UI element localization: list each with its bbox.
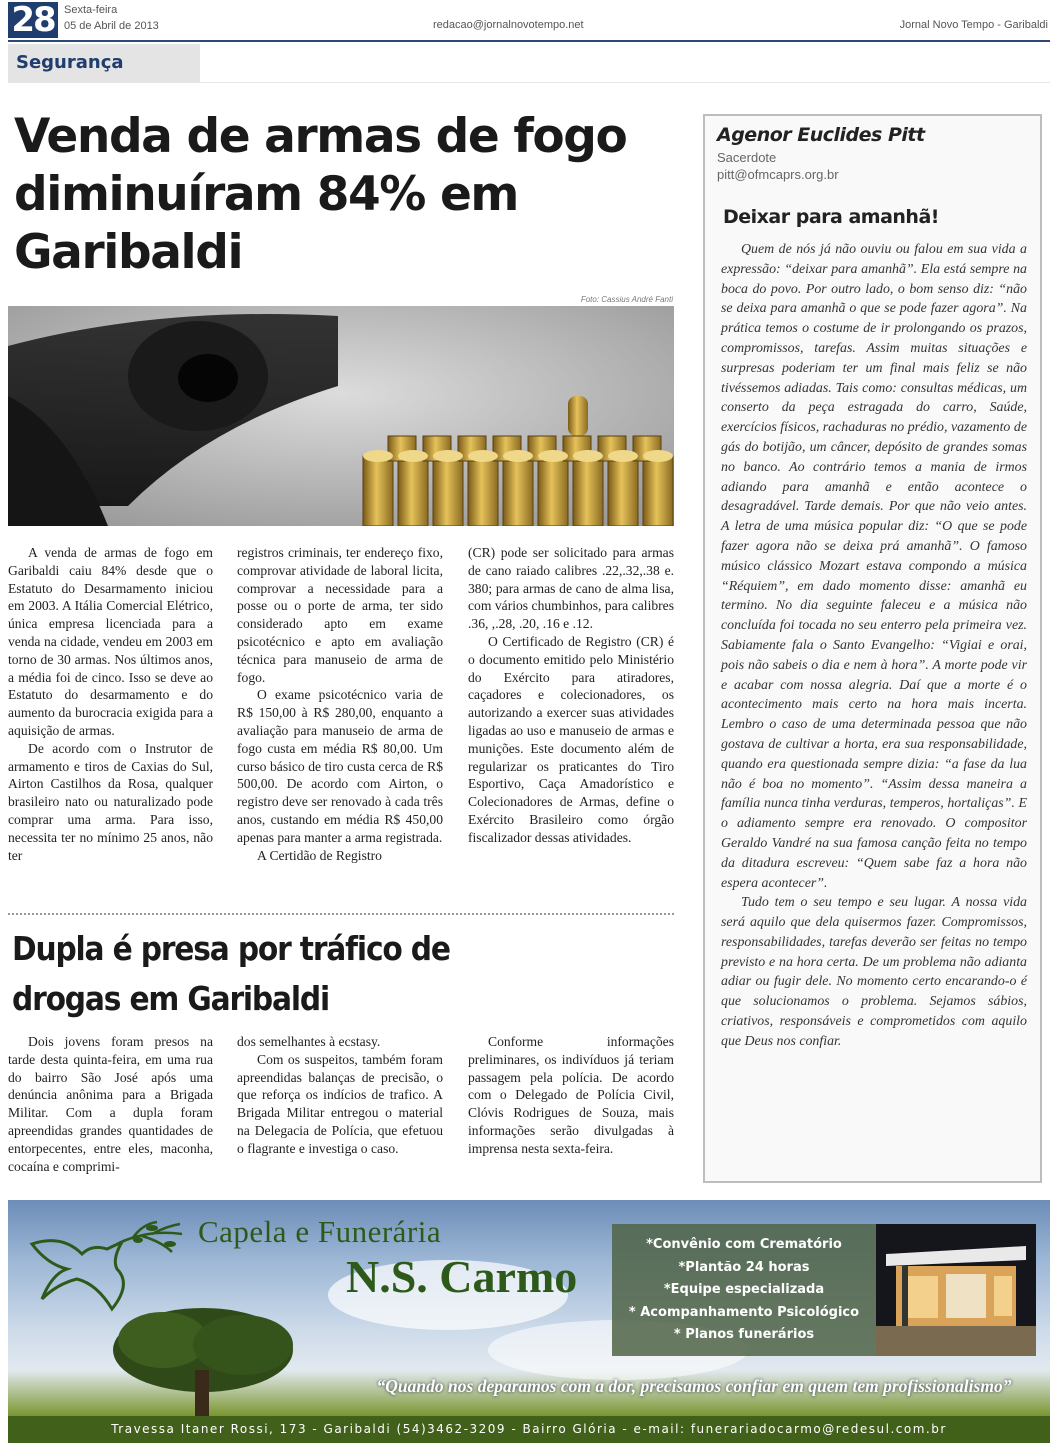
funeral-home-ad[interactable] [8, 1200, 1050, 1443]
column-body [721, 240, 1027, 1052]
paragraph: De acordo com o Instrutor de armamento e tiros de Caxias do Sul, Airton Castilhos da Rosa, qualquer brasileiro nato ou naturalizado pode comprar uma arma. Para isso, necessita ter no mínimo 25 anos, não ter [8, 740, 213, 863]
ad-slogan: “Quando nos deparamos com a dor, precisamos confiar em quem tem profissionalismo” [376, 1376, 1012, 1396]
paragraph: registros criminais, ter endereço fixo, comprovar atividade de laboral licita, comprovar a necessidade para a posse ou o porte de arma, ter sido considerado apto em exame psicotécnico e apto em avaliação técnica para manuseio de arma de fogo. [237, 545, 443, 685]
dotted-divider [8, 913, 674, 915]
building-illustration [876, 1224, 1036, 1356]
photo-credit: Foto: Cassius André Fanti [580, 295, 673, 304]
funeral-home-brand: N.S. Carmo [346, 1251, 578, 1302]
paragraph: dos semelhantes à ecstasy. [237, 1034, 381, 1049]
article1-column-3 [468, 544, 674, 847]
services-panel [612, 1224, 876, 1356]
main-headline: Venda de armas de fogo diminuíram 84% em Garibaldi [14, 109, 627, 280]
newspaper-name: Jornal Novo Tempo - Garibaldi [899, 19, 1048, 31]
service-item: *Plantão 24 horas [678, 1259, 810, 1275]
chapel-building-photo [876, 1224, 1036, 1356]
section-label: Segurança [8, 44, 200, 82]
photo-illustration [8, 306, 674, 526]
paragraph: Conforme informações preliminares, os indivíduos já teriam passagem pela polícia. De acordo com o Delegado de Polícia Civil, Clóvis Rodrigues de Souza, mais informações serão divulgadas à imprensa nesta sexta-feira. [468, 1034, 674, 1156]
headline-line: Dupla é presa por tráfico de [12, 929, 450, 968]
article2-column-1 [8, 1033, 213, 1175]
paragraph: Com os suspeitos, também foram apreendidas balanças de precisão, o que reforça os indícios de trafico. A Brigada Militar entregou o material na Delegacia de Polícia, que efetuou o flagrante e investiga o caso. [237, 1051, 443, 1156]
service-item: *Convênio com Crematório [646, 1237, 842, 1252]
paragraph: Tudo tem o seu tempo e seu lugar. A nossa vida será aquilo que dela quisermos fazer. Compromissos, responsabilidades, tarefas deverão ser feitas no tempo previsto e na hora certa. De um problema não adianta adiar ou fugir dele. No momento certo encarando-o é que solucionamos o problema. Sejamos sábios, criativos, responsáveis e comprometidos com aquilo que Deus nos confiar. [721, 895, 1027, 1049]
weekday: Sexta-feira [64, 4, 118, 16]
paragraph: O Certificado de Registro (CR) é o documento emitido pelo Ministério do Exército para atiradores, caçadores e colecionadores, os autorizando a exercer suas atividades ligadas ao uso e manuseio de armas e munições. Este documento além de regularizar os praticantes do Tiro Esportivo, Caça Amadorístico e Colecionadores de Armas, define o Exército Brasileiro como órgão fiscalizador dessas atividades. [468, 633, 674, 845]
service-item: * Planos funerários [673, 1327, 815, 1342]
columnist-email[interactable]: pitt@ofmcaprs.org.br [717, 167, 839, 182]
issue-date: 05 de Abril de 2013 [64, 20, 159, 32]
paragraph: A venda de armas de fogo em Garibaldi caiu 84% desde que o Estatuto do Desarmamento iniciou em 2003. A Itália Comercial Elétrico, única empresa licenciada para a venda na cidade, vendeu em 2003 em torno de 30 armas. Nos últimos anos, a média foi de cinco. Isso se deve ao Estatuto do desarmamento e do aumento da burocracia exigida para a aquisição de armas. [8, 545, 213, 738]
newsroom-email[interactable]: redacao@jornalnovotempo.net [433, 19, 584, 31]
paragraph: Quem de nós já não ouviu ou falou em sua vida a expressão: “deixar para amanhã”. Ela está sempre na boca do povo. Por outro lado, o bom senso diz: “não se deixa para amanhã o que se pode fazer agora”. Na prática temos o costume de ir prolongando os prazos, compromissos, tarefas. Assim muitas situações e surpresas poderiam ter um final mais feliz se não tivéssemos adiadas. Tais como: consultas médicas, um conserto da peça estragada do carro, Saúde, exercícios físicos, rachaduras no prédio, vazamento de gás do botijão, um câncer, depósito de grandes somas no banco. Ao contrário temos a mania de irmos adiando para amanhã e então acontece o desagradável. Tarde demais. Por que não veio antes. A letra de uma música popular diz: “O que se pode fazer agora não se deixa prá amanhã”. O famoso músico clássico Mozart estava compondo a música “Réquiem”, em dado momento disse: amanhã eu termino. No dia seguinte faleceu e a música não concluída foi tocada no seu enterro pela primeira vez. Sabiamente fala o Santo Evangelho: “Vigiai e orai, pois não sabeis o dia e nem à hora”. A morte pode vir e acabar com nossa alegria. Daí que a morte é o acontecimento mais certo na hora mais incerta. Lembro o caso de uma determinada pessoa que não gostava de cultivar a horta, era sua responsabilidade, quando era questionada sempre dizia: “a fase da lua não é boa no momento”. “Assim dessa maneira a família nunca tinha verduras, temperos, hortaliças”. E o adiamento sempre era renovado. O compositor Geraldo Vandré na sua famosa canção feita no tempo da ditadura escreveu: “Quem sabe faz a hora não espera acontecer”. [721, 242, 1027, 891]
article2-column-3 [468, 1033, 674, 1158]
headline-line: drogas em Garibaldi [12, 979, 330, 1018]
article1-column-2 [237, 544, 443, 864]
tree-icon [103, 1300, 303, 1425]
service-item: * Acompanhamento Psicológico [628, 1304, 860, 1320]
paragraph: O exame psicotécnico varia de R$ 150,00 à R$ 280,00, enquanto a avaliação para manuseio de arma de fogo custa em média R$ 80,00. Um curso básico de tiro custa cerca de R$ 500,00. De acordo com Airton, o registro deve ser renovado à cada três anos, custando em média R$ 450,00 apenas para manter a arma registrada. [237, 687, 443, 845]
ammunition-photo [8, 306, 674, 526]
page-header [8, 0, 1050, 42]
page-number: 28 [8, 2, 58, 38]
paragraph: Dois jovens foram presos na tarde desta quinta-feira, em uma rua do bairro São José após uma denúncia anônima para a Brigada Militar. Com a dupla foram apreendidas grandes quantidades de entorpecentes, entre eles, maconha, cocaína e comprimi- [8, 1034, 213, 1174]
column-title: Deixar para amanhã! [723, 206, 939, 228]
ad-contact-bar[interactable]: Travessa Itaner Rossi, 173 - Garibaldi (54)3462-3209 - Bairro Glória - e-mail: funerariadocarmo@redesul.com.br [8, 1416, 1050, 1443]
service-item: *Equipe especializada [663, 1282, 825, 1297]
paragraph: A Certidão de Registro [257, 847, 382, 863]
article2-column-2 [237, 1033, 443, 1158]
columnist-role: Sacerdote [717, 150, 777, 165]
paragraph: (CR) pode ser solicitado para armas de cano raiado calibres .22,.32,.38 e. 380; para armas de cano de alma lisa, com vários chumbinhos, para calibres .36, ,.28, .20, .16 e .12. [468, 545, 674, 632]
article1-column-1 [8, 544, 213, 864]
opinion-column [703, 114, 1042, 1183]
columnist-name: Agenor Euclides Pitt [717, 124, 925, 146]
funeral-home-name: Capela e Funerária [198, 1214, 442, 1249]
section-divider [8, 82, 1050, 83]
second-headline [12, 924, 606, 1024]
